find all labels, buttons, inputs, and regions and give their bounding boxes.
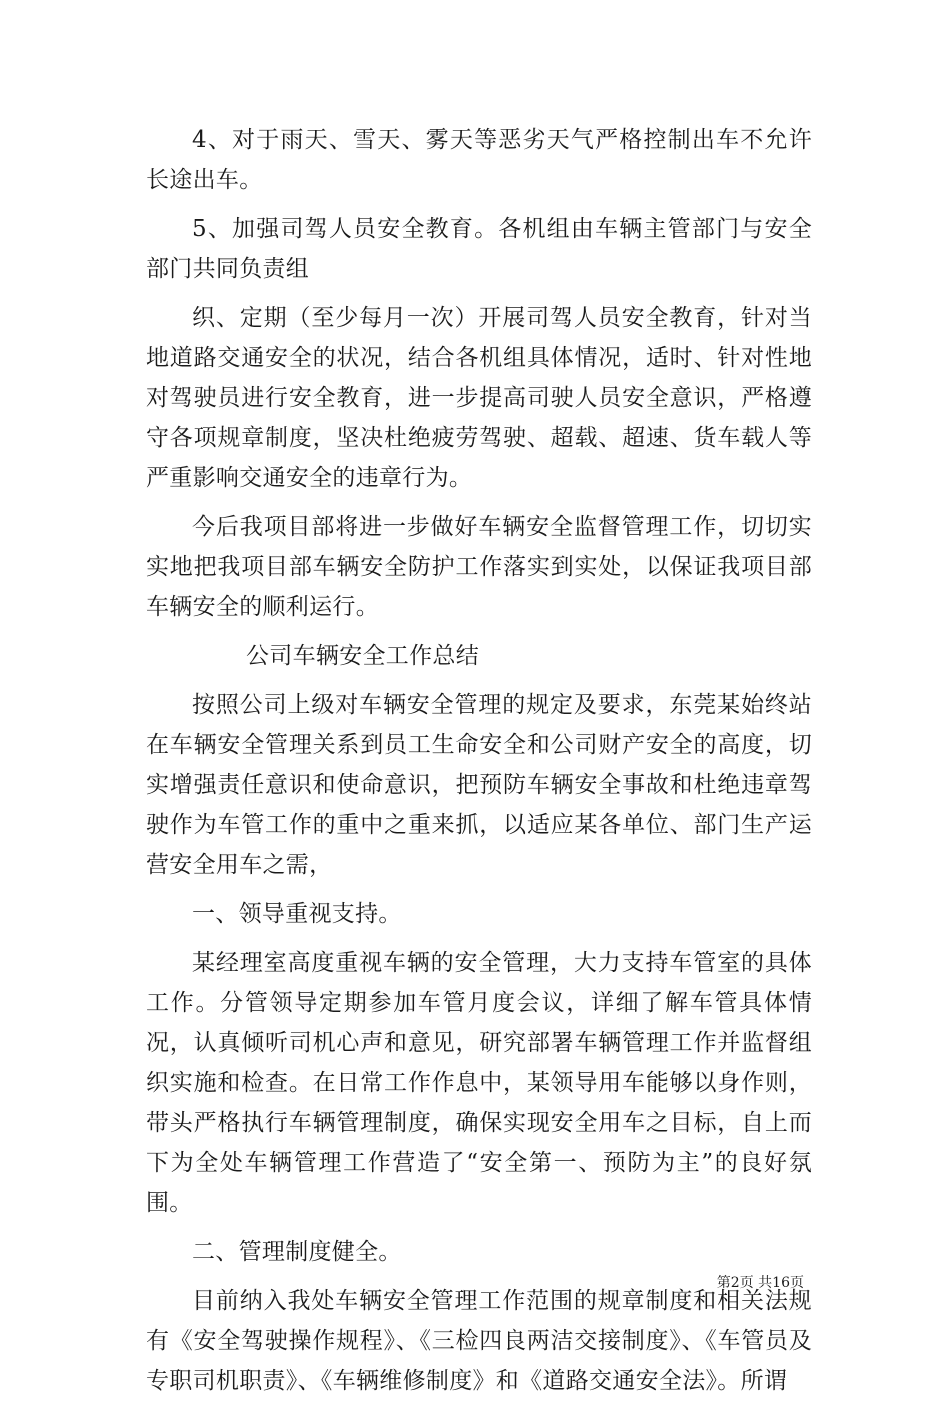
heading-management-system: 二、管理制度健全。 <box>192 1239 402 1265</box>
footer-suffix: 页 <box>790 1275 804 1291</box>
footer-total: 16 <box>772 1275 790 1291</box>
heading-leadership: 一、领导重视支持。 <box>192 901 402 927</box>
paragraph-leadership: 某经理室高度重视车辆的安全管理，大力支持车管室的具体工作。分管领导定期参加车管月度会议，详细了解车管具体情况，认真倾听司机心声和意见，研究部署车辆管理工作并监督组织实施和检查。在日常工作作息中，某领导用车能够以身作则，带头严格执行车辆管理制度，确保实现安全用车之目标，自上而下为全处车辆管理工作营造了“安全第一、预防为主”的良好氛围。 <box>146 950 812 1216</box>
page-number-footer <box>717 1274 804 1292</box>
paragraph-future-work: 今后我项目部将进一步做好车辆安全监督管理工作，切切实实地把我项目部车辆安全防护工作落实到实处，以保证我项目部车辆安全的顺利运行。 <box>146 514 812 620</box>
section-title: 公司车辆安全工作总结 <box>246 643 479 669</box>
paragraph-safety-education: 织、定期（至少每月一次）开展司驾人员安全教育，针对当地道路交通安全的状况，结合各机组具体情况，适时、针对性地对驾驶员进行安全教育，进一步提高司驶人员安全意识，严格遵守各项规章制度，坚决杜绝疲劳驾驶、超载、超速、货车载人等严重影响交通安全的违章行为。 <box>146 305 812 491</box>
paragraph-item-5: 5、加强司驾人员安全教育。各机组由车辆主管部门与安全部门共同负责组 <box>146 216 812 282</box>
paragraph-item-4: 4、对于雨天、雪天、雾天等恶劣天气严格控制出车不允许长途出车。 <box>146 127 812 193</box>
paragraph-regulations: 目前纳入我处车辆安全管理工作范围的规章制度和相关法规有《安全驾驶操作规程》、《三检四良两洁交接制度》、《车管员及专职司机职责》、《车辆维修制度》和《道路交通安全法》。所谓 <box>146 1288 812 1394</box>
footer-middle: 页 共 <box>739 1275 773 1291</box>
document-body <box>146 120 812 1401</box>
footer-prefix: 第 <box>716 1275 731 1291</box>
paragraph-intro: 按照公司上级对车辆安全管理的规定及要求，东莞某始终站在车辆安全管理关系到员工生命安全和公司财产安全的高度，切实增强责任意识和使命意识，把预防车辆安全事故和杜绝违章驾驶作为车管工作的重中之重来抓，以适应某各单位、部门生产运营安全用车之需， <box>146 692 812 878</box>
footer-page: 2 <box>730 1275 740 1291</box>
